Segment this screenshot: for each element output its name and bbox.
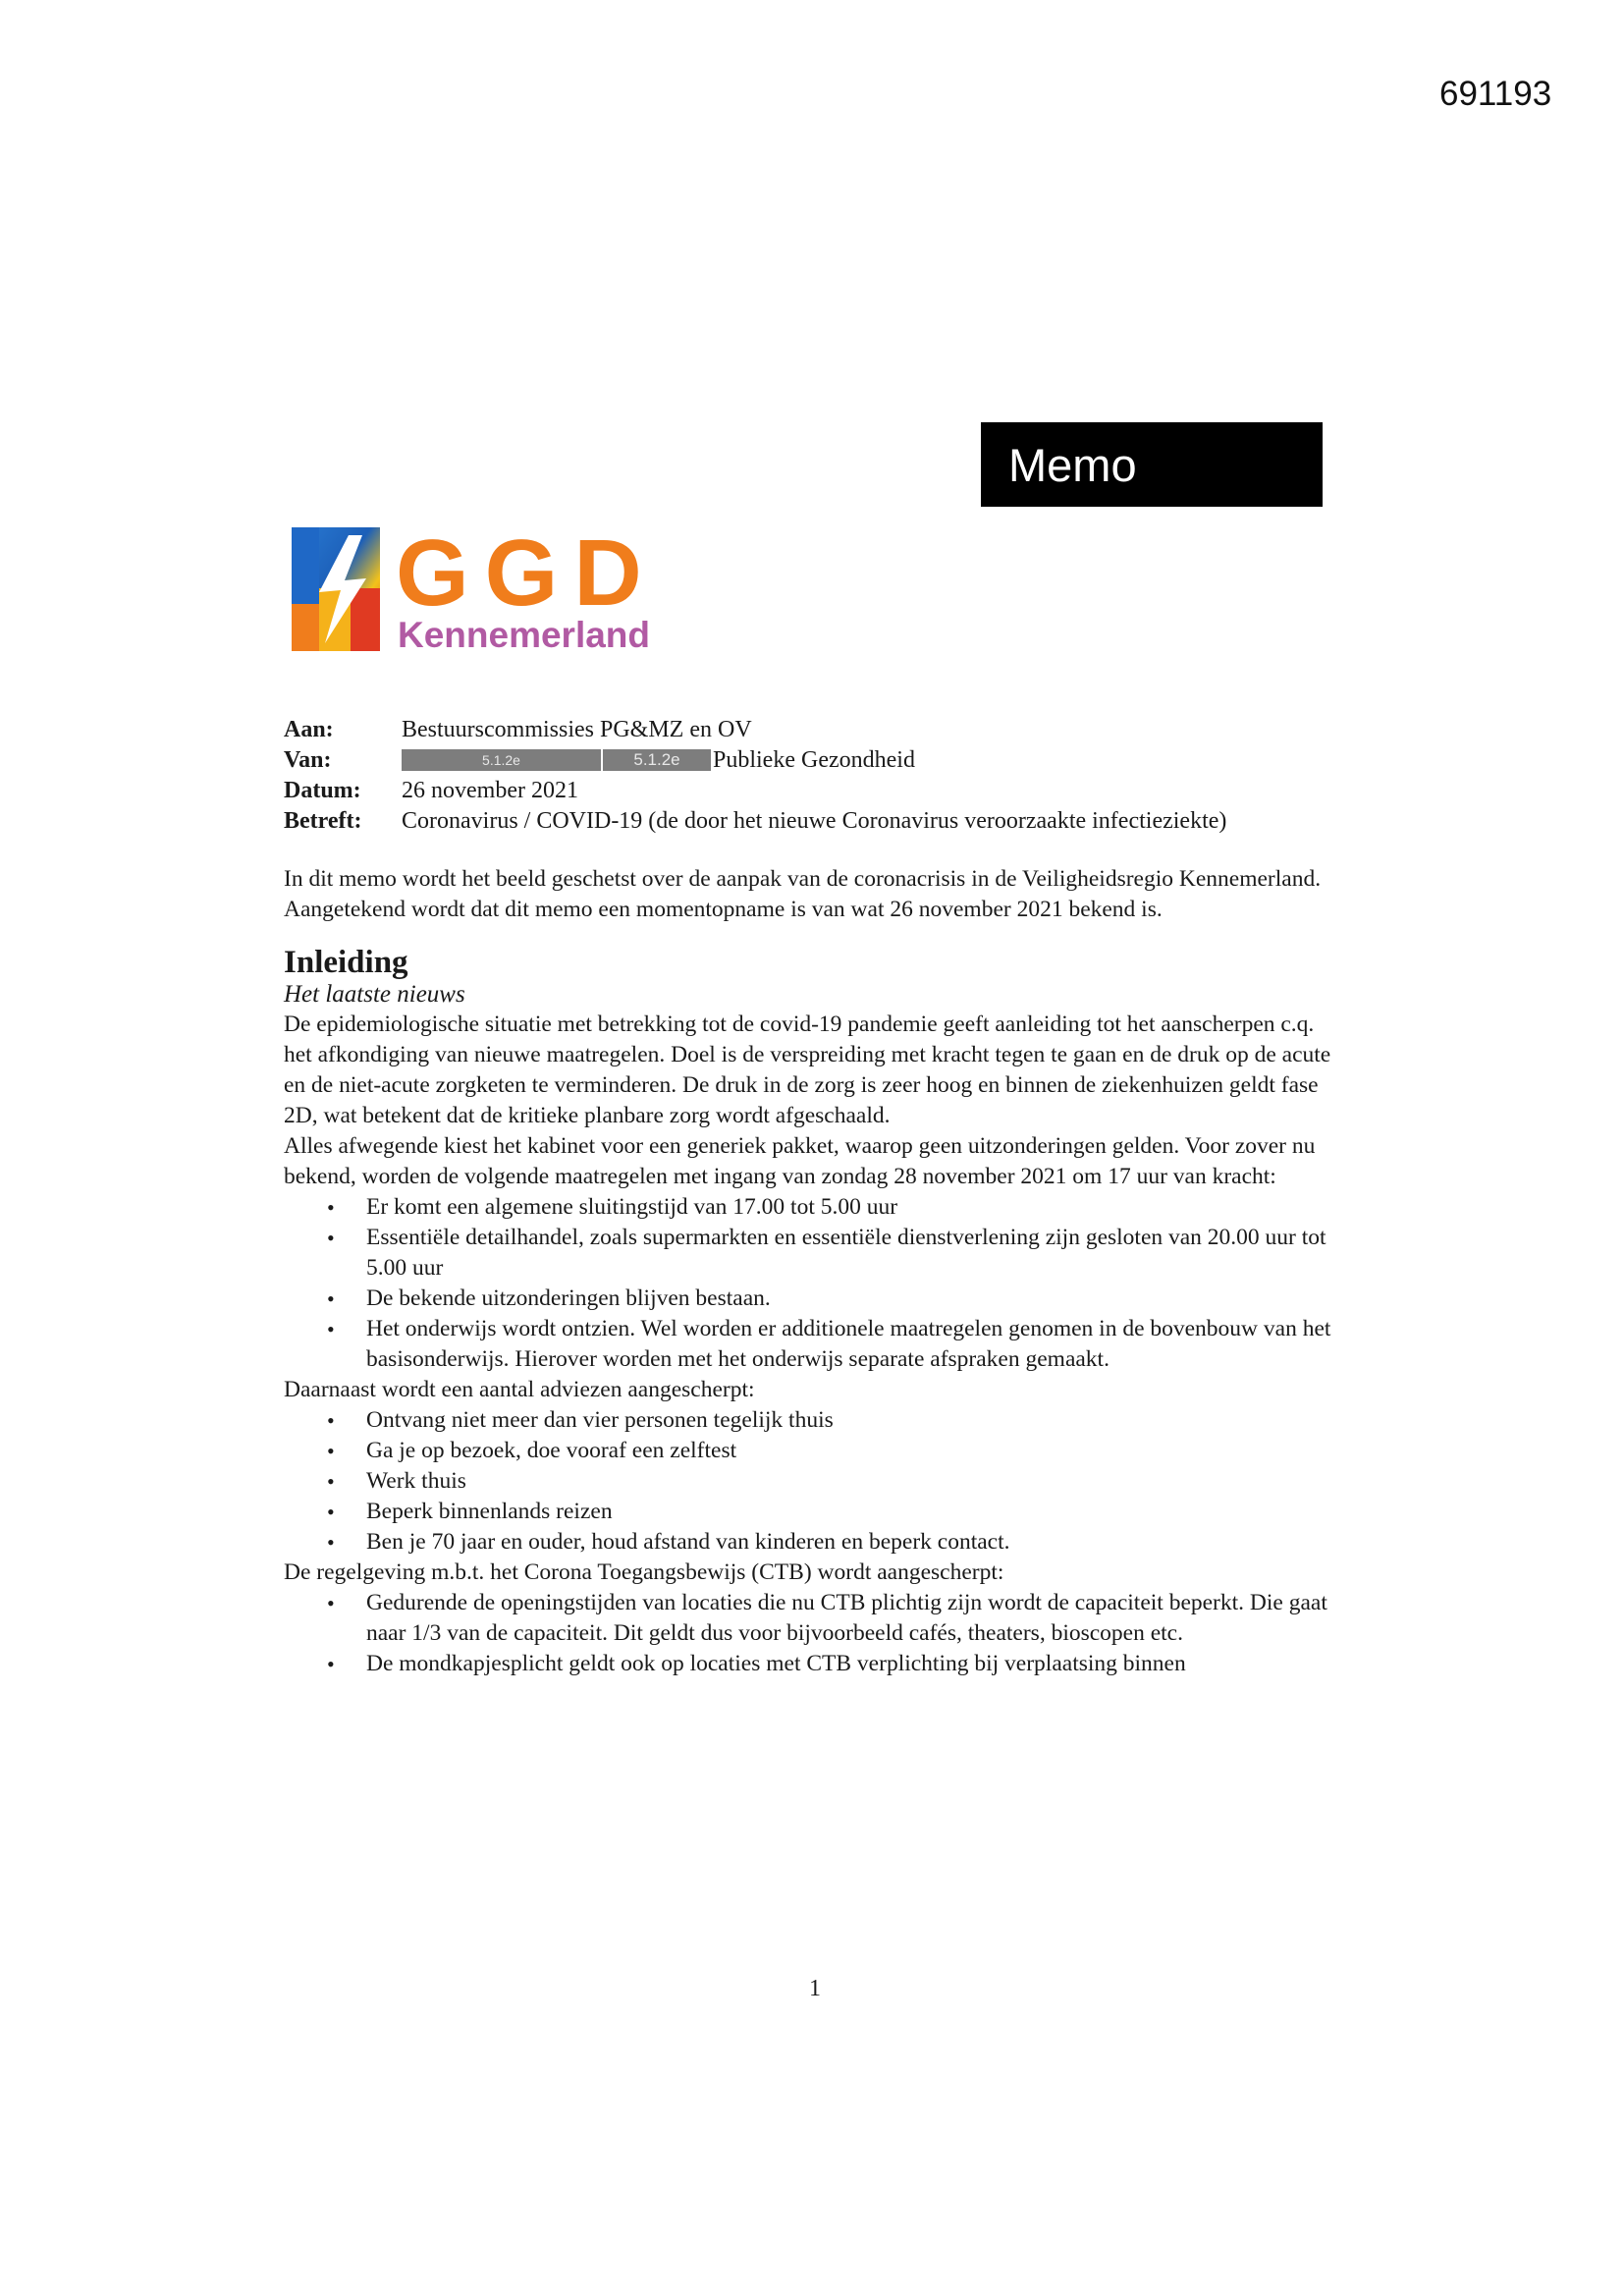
list-item: • Beperk binnenlands reizen <box>366 1497 1344 1527</box>
header-row-aan <box>284 715 1364 745</box>
list-item: • Het onderwijs wordt ontzien. Wel worden er additionele maatregelen genomen in de bovenbouw van het basisonderwijs. Hierover worden met het onderwijs separate afspraken gemaakt. <box>366 1314 1344 1375</box>
list-item: • Ga je op bezoek, doe vooraf een zelftest <box>366 1436 1344 1466</box>
memo-label-box <box>981 422 1323 507</box>
redaction-box: 5.1.2e <box>603 749 711 771</box>
section-subheading: Het laatste nieuws <box>284 981 465 1008</box>
list-item: • De mondkapjesplicht geldt ook op locaties met CTB verplichting bij verplaatsing binnen <box>366 1649 1344 1679</box>
section-heading: Inleiding <box>284 945 408 980</box>
paragraph: De regelgeving m.b.t. het Corona Toegangsbewijs (CTB) wordt aangescherpt: <box>284 1559 1004 1585</box>
measures-list <box>284 1192 1344 1375</box>
document-number: 691193 <box>1439 75 1552 113</box>
memo-header <box>284 715 1364 837</box>
paragraph: Alles afwegende kiest het kabinet voor een generiek pakket, waarop geen uitzonderingen gelden. Voor zover nu bekend, worden de volgende maatregelen met ingang van zondag 28 november 2021 om 17 uur van kracht: <box>284 1133 1316 1189</box>
ggd-logo-icon <box>290 525 384 653</box>
list-item: • De bekende uitzonderingen blijven bestaan. <box>366 1284 1344 1314</box>
ggd-logo <box>290 520 682 658</box>
redaction-box: 5.1.2e <box>402 749 601 771</box>
intro-paragraph: In dit memo wordt het beeld geschetst over de aanpak van de coronacrisis in de Veiligheidsregio Kennemerland. Aangetekend wordt dat dit memo een momentopname is van wat 26 november 2021 bekend is. <box>284 866 1322 922</box>
ctb-list <box>284 1588 1344 1679</box>
list-item: • Werk thuis <box>366 1466 1344 1497</box>
van-value-container <box>402 745 1364 776</box>
memo-body <box>284 864 1344 1679</box>
aan-value: Bestuurscommissies PG&MZ en OV <box>402 717 752 742</box>
memo-label: Memo <box>1008 438 1137 491</box>
list-item: • Essentiële detailhandel, zoals supermarkten en essentiële dienstverlening zijn gesloten van 20.00 uur tot 5.00 uur <box>366 1223 1344 1284</box>
datum-value: 26 november 2021 <box>402 778 578 803</box>
betreft-label: Betreft: <box>284 808 362 834</box>
paragraph: De epidemiologische situatie met betrekking tot de covid-19 pandemie geeft aanleiding tot het aanscherpen c.q. het afkondiging van nieuwe maatregelen. Doel is de verspreiding met kracht tegen te gaan en de druk op de acute en de niet-acute zorgketen te verminderen. De druk in de zorg is zeer hoog en binnen de ziekenhuizen geldt fase 2D, wat betekent dat de kritieke planbare zorg wordt afgeschaald. <box>284 1011 1331 1128</box>
list-item: • Ben je 70 jaar en ouder, houd afstand van kinderen en beperk contact. <box>366 1527 1344 1558</box>
van-value: Publieke Gezondheid <box>713 747 915 773</box>
list-item: • Er komt een algemene sluitingstijd van 17.00 tot 5.00 uur <box>366 1192 1344 1223</box>
logo-region-text: Kennemerland <box>398 615 651 655</box>
aan-label: Aan: <box>284 717 334 742</box>
logo-ggd-text: GGD <box>396 520 658 626</box>
betreft-value: Coronavirus / COVID-19 (de door het nieuwe Coronavirus veroorzaakte infectieziekte) <box>402 808 1227 834</box>
paragraph: Daarnaast wordt een aantal adviezen aangescherpt: <box>284 1377 755 1402</box>
list-item: • Gedurende de openingstijden van locaties die nu CTB plichtig zijn wordt de capaciteit beperkt. Die gaat naar 1/3 van de capaciteit. Dit geldt dus voor bijvoorbeeld cafés, theaters, bioscopen etc. <box>366 1588 1344 1649</box>
header-row-datum <box>284 776 1364 806</box>
advice-list <box>284 1405 1344 1558</box>
datum-label: Datum: <box>284 778 361 803</box>
list-item: • Ontvang niet meer dan vier personen tegelijk thuis <box>366 1405 1344 1436</box>
header-row-betreft <box>284 806 1364 837</box>
van-label: Van: <box>284 747 332 773</box>
page-number: 1 <box>809 1976 821 2001</box>
header-row-van <box>284 745 1364 776</box>
